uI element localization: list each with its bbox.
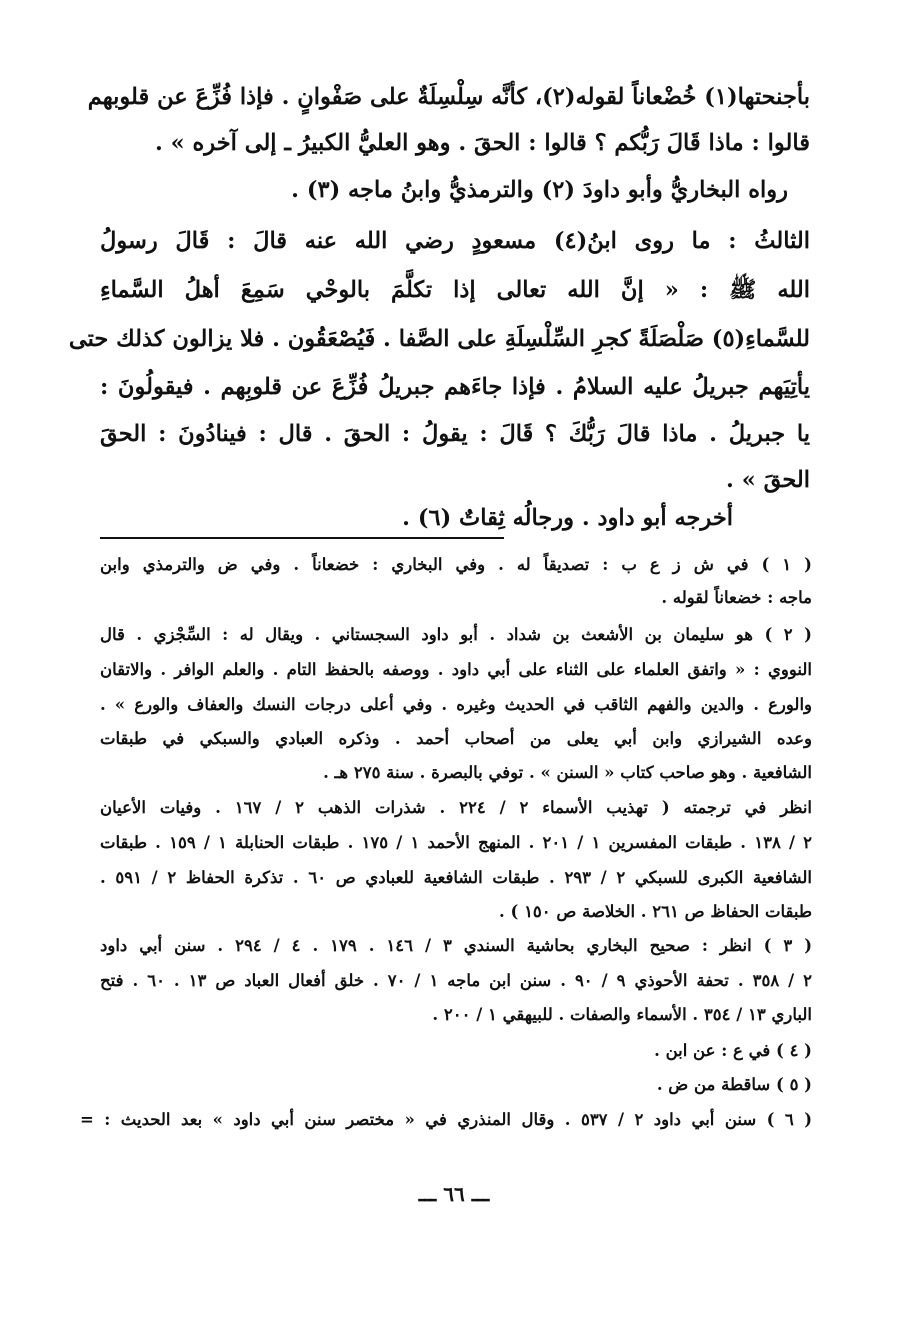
footnote-line: الباري ١٣ / ٣٥٤ . الأسماء والصفات . للبيهقي ١ / ٢٠٠ . [432,1005,812,1024]
footnote-line: وعده الشيرازي وابن أبي يعلى من أصحاب أحمد . وذكره العبادي والسبكي في طبقات [100,729,812,748]
footnote-line: ٢ / ٣٥٨ . تحفة الأحوذي ٩ / ٩٠ . سنن ابن ماجه ١ / ٧٠ . خلق أفعال العباد ص ١٣ . ٦٠ . فتح [100,971,813,990]
footnote-line: طبقات الحفاظ ص ٢٦١ . الخلاصة ص ١٥٠ ) . [499,902,812,921]
footnote-line: ( ٤ ) في ع : عن ابن . [654,1041,812,1060]
footnote-line: ( ٢ ) هو سليمان بن الأشعث بن شداد . أبو داود السجستاني . ويقال له : السِّجْزي . قال [100,625,812,644]
main-text-line: الحقَ » . [726,467,810,493]
main-text-line: الله ﷺ : « إنَّ الله تعالى إذا تكلَّمَ بالوحْي سَمِعَ أهلُ السَّماءِ [100,277,810,303]
footnote-separator [100,537,504,539]
main-text-line: أخرجه أبو داود . ورجالُه ثِقاتٌ (٦) . [402,505,733,531]
main-text-line: بأجنحتها(١) خُضْعاناً لقوله(٢)، كأنَّه سِلْسِلَةٌ على صَفْوانٍ . فإذا فُزِّعَ عن قلوبهم [87,84,810,110]
footnote-line: والورع . والدين والفهم الثاقب في الحديث وغيره . وفي أعلى درجات النسك والعفاف والورع » . [100,695,812,714]
footnote-line: ( ٥ ) ساقطة من ض . [656,1075,812,1094]
footnote-line: النووي : « واتفق العلماء على الثناء على أبي داود . ووصفه بالحفظ التام . والعلم الوافر . والاتقان [100,660,812,679]
footnote-line: انظر في ترجمته ( تهذيب الأسماء ٢ / ٢٢٤ . شذرات الذهب ٢ / ١٦٧ . وفيات الأعيان [100,798,813,817]
footnote-line: الشافعية . وهو صاحب كتاب « السنن » . توفي بالبصرة . سنة ٢٧٥ هـ . [323,763,812,782]
footnote-line: ماجه : خضعاناً لقوله . [661,588,812,607]
footnote-line: ٢ / ١٣٨ . طبقات المفسرين ١ / ٢٠١ . المنهج الأحمد ١ / ١٧٥ . طبقات الحنابلة ١ / ١٥٩ . طبقات [100,833,813,852]
main-text-line: للسَّماءِ(٥) صَلْصَلَةً كجرِ السِّلْسِلَةِ على الصَّفا . فَيُصْعَقُون . فلا يزالون كذلك حتى [68,326,810,352]
footnote-line: ( ٦ ) سنن أبي داود ٢ / ٥٣٧ . وقال المنذري في « مختصر سنن أبي داود » بعد الحديث : = [80,1110,812,1129]
main-text-line: الثالثُ : ما روى ابنُ(٤) مسعودٍ رضي الله عنه قالَ : قَالَ رسولُ [100,228,810,254]
footnote-line: ( ١ ) في ش ز ع ب : تصديقاً له . وفي البخاري : خضعاناً . وفي ض والترمذي وابن [100,555,812,574]
page-number: ـــ ٦٦ ـــ [418,1182,490,1206]
footnote-line: ( ٣ ) انظر : صحيح البخاري بحاشية السندي ٣ / ١٤٦ . ١٧٩ . ٤ / ٢٩٤ . سنن أبي داود [100,936,813,955]
footnote-line: الشافعية الكبرى للسبكي ٢ / ٢٩٣ . طبقات الشافعية للعبادي ص ٦٠ . تذكرة الحفاظ ٢ / ٥٩١ . [100,868,813,887]
main-text-line: يا جبريلُ . ماذا قالَ رَبُّكَ ؟ قَالَ : يقولُ : الحقَ . قال : فينادُونَ : الحقَ [100,421,810,447]
main-text-line: قالوا : ماذا قَالَ رَبُّكم ؟ قالوا : الحقَ . وهو العليُّ الكبيرُ ـ إلى آخره » . [154,130,810,156]
main-text-line: رواه البخاريُّ وأبو داودَ (٢) والترمذيُّ وابنُ ماجه (٣) . [291,177,788,203]
main-text-line: يأتِيَهم جبريلُ عليه السلامُ . فإذا جاءَهم جبريلُ فُزِّعَ عن قلوبِهم . فيقولُونَ : [100,374,810,400]
